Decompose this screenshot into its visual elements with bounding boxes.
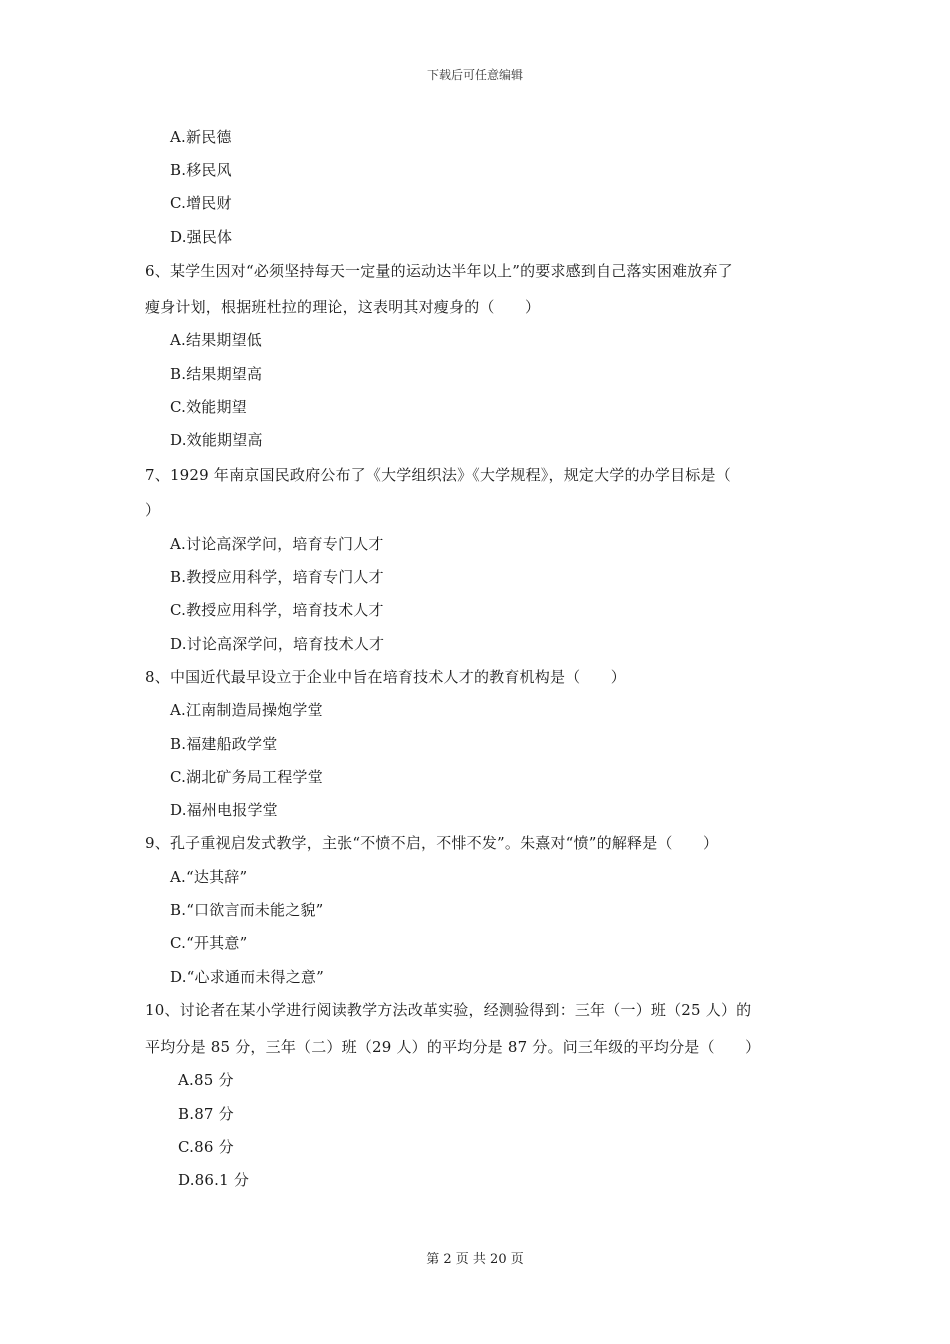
option-q6-c: C.效能期望 [170, 398, 247, 416]
page-footer: 第 2 页 共 20 页 [426, 1252, 524, 1267]
question-6-stem-line-1: 6、某学生因对“必须坚持每天一定量的运动达半年以上”的要求感到自己落实困难放弃了 [145, 262, 733, 280]
question-8-stem: 8、中国近代最早设立于企业中旨在培育技术人才的教育机构是（ ） [145, 668, 626, 686]
question-9-stem: 9、孔子重视启发式教学，主张“不愤不启，不悱不发”。朱熹对“愤”的解释是（ ） [145, 834, 719, 852]
option-q9-b: B.“口欲言而未能之貌” [170, 901, 324, 919]
option-q10-b: B.87 分 [178, 1105, 234, 1123]
option-q5-d: D.强民体 [170, 228, 233, 246]
option-q6-d: D.效能期望高 [170, 431, 263, 449]
option-q6-b: B.结果期望高 [170, 365, 263, 383]
option-q5-c: C.增民财 [170, 194, 232, 212]
option-q9-a: A.“达其辞” [170, 868, 248, 886]
question-6-stem-line-2: 瘦身计划，根据班杜拉的理论，这表明其对瘦身的（ ） [145, 298, 541, 316]
question-7-stem-line-2: ） [145, 501, 161, 519]
page-header: 下载后可任意编辑 [426, 68, 523, 82]
option-q8-a: A.江南制造局操炮学堂 [170, 701, 323, 719]
option-q8-d: D.福州电报学堂 [170, 801, 278, 819]
option-q8-b: B.福建船政学堂 [170, 735, 278, 753]
option-q5-a: A.新民德 [170, 128, 232, 146]
question-10-stem-line-2: 平均分是 85 分，三年（二）班（29 人）的平均分是 87 分。问三年级的平均分是（ ） [145, 1038, 761, 1056]
option-q7-b: B.教授应用科学，培育专门人才 [170, 568, 384, 586]
option-q7-c: C.教授应用科学，培育技术人才 [170, 601, 384, 619]
question-7-stem-line-1: 7、1929 年南京国民政府公布了《大学组织法》《大学规程》，规定大学的办学目标是（ [145, 466, 731, 484]
option-q8-c: C.湖北矿务局工程学堂 [170, 768, 323, 786]
option-q10-d: D.86.1 分 [178, 1171, 250, 1189]
option-q10-a: A.85 分 [178, 1071, 234, 1089]
question-10-stem-line-1: 10、讨论者在某小学进行阅读教学方法改革实验，经测验得到：三年（一）班（25 人）的 [145, 1001, 752, 1019]
option-q5-b: B.移民风 [170, 161, 232, 179]
option-q9-d: D.“心求通而未得之意” [170, 968, 324, 986]
option-q9-c: C.“开其意” [170, 934, 248, 952]
option-q7-a: A.讨论高深学问，培育专门人才 [170, 535, 384, 553]
option-q6-a: A.结果期望低 [170, 331, 263, 349]
option-q10-c: C.86 分 [178, 1138, 234, 1156]
option-q7-d: D.讨论高深学问，培育技术人才 [170, 635, 385, 653]
